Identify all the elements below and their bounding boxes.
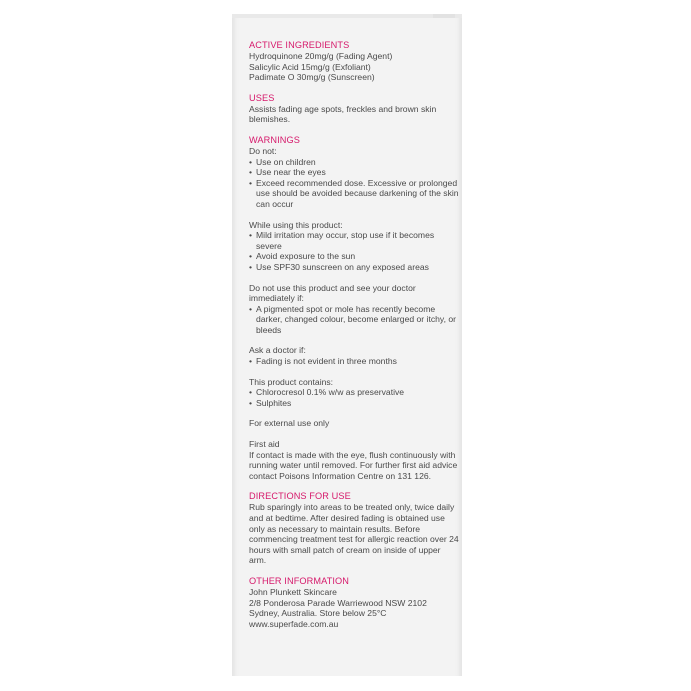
ask-doctor-list	[249, 356, 459, 367]
first-aid-text: If contact is made with the eye, flush continuously with running water until removed. For further first aid advice contact Poisons Information Centre on 131 126.	[249, 449, 458, 481]
warnings-section	[249, 135, 459, 481]
while-using-label: While using this product:	[249, 219, 343, 230]
directions-text: Rub sparingly into areas to be treated only, twice daily and at bedtime. After desired fading is obtained use only as necessary to maintain results. Before commencing treatment test for allergic reaction over 24 hours with small patch of cream on inside of upper arm.	[249, 502, 459, 566]
contains-label: This product contains:	[249, 376, 334, 387]
uses-heading: USES	[249, 92, 275, 103]
see-doctor-list	[249, 304, 459, 336]
website-url: www.superfade.com.au	[249, 618, 339, 629]
ingredient-line: Hydroquinone 20mg/g (Fading Agent)	[249, 51, 393, 61]
address-line: 2/8 Ponderosa Parade Warriewood NSW 2102	[249, 597, 427, 608]
directions-section	[249, 491, 459, 566]
list-item: • Use on children	[249, 157, 459, 168]
other-information-section	[249, 576, 459, 629]
list-item: • Exceed recommended dose. Excessive or prolonged use should be avoided because darkening of the skin can occur	[249, 178, 459, 210]
external-use-note: For external use only	[249, 418, 330, 429]
contains-list	[249, 387, 459, 408]
list-item: • Avoid exposure to the sun	[249, 251, 459, 262]
while-using-list	[249, 230, 459, 272]
ingredient-line: Salicylic Acid 15mg/g (Exfoliant)	[249, 61, 371, 72]
list-item: • Chlorocresol 0.1% w/w as preservative	[249, 387, 459, 398]
label-text	[249, 40, 459, 639]
company-name: John Plunkett Skincare	[249, 586, 337, 597]
list-item: • Use near the eyes	[249, 167, 459, 178]
uses-section	[249, 93, 459, 125]
active-ingredients-section	[249, 40, 459, 83]
other-information-heading: OTHER INFORMATION	[249, 575, 350, 586]
list-item: • Mild irritation may occur, stop use if it becomes severe	[249, 230, 459, 251]
ingredient-line: Padimate O 30mg/g (Sunscreen)	[249, 72, 375, 83]
address-line: Sydney, Australia. Store below 25°C	[249, 608, 387, 619]
do-not-label: Do not:	[249, 145, 277, 156]
list-item: • Use SPF30 sunscreen on any exposed areas	[249, 262, 459, 273]
ask-doctor-label: Ask a doctor if:	[249, 345, 306, 356]
see-doctor-label: Do not use this product and see your doctor immediately if:	[249, 282, 416, 304]
list-item: • Fading is not evident in three months	[249, 356, 459, 367]
list-item: • A pigmented spot or mole has recently become darker, changed colour, become enlarged or itchy, or bleeds	[249, 304, 459, 336]
uses-text: Assists fading age spots, freckles and brown skin blemishes.	[249, 103, 437, 125]
list-item: • Sulphites	[249, 398, 459, 409]
active-ingredients-heading: ACTIVE INGREDIENTS	[249, 40, 350, 50]
directions-heading: DIRECTIONS FOR USE	[249, 491, 351, 502]
do-not-list	[249, 157, 459, 210]
first-aid-label: First aid	[249, 439, 280, 450]
warnings-heading: WARNINGS	[249, 134, 300, 145]
